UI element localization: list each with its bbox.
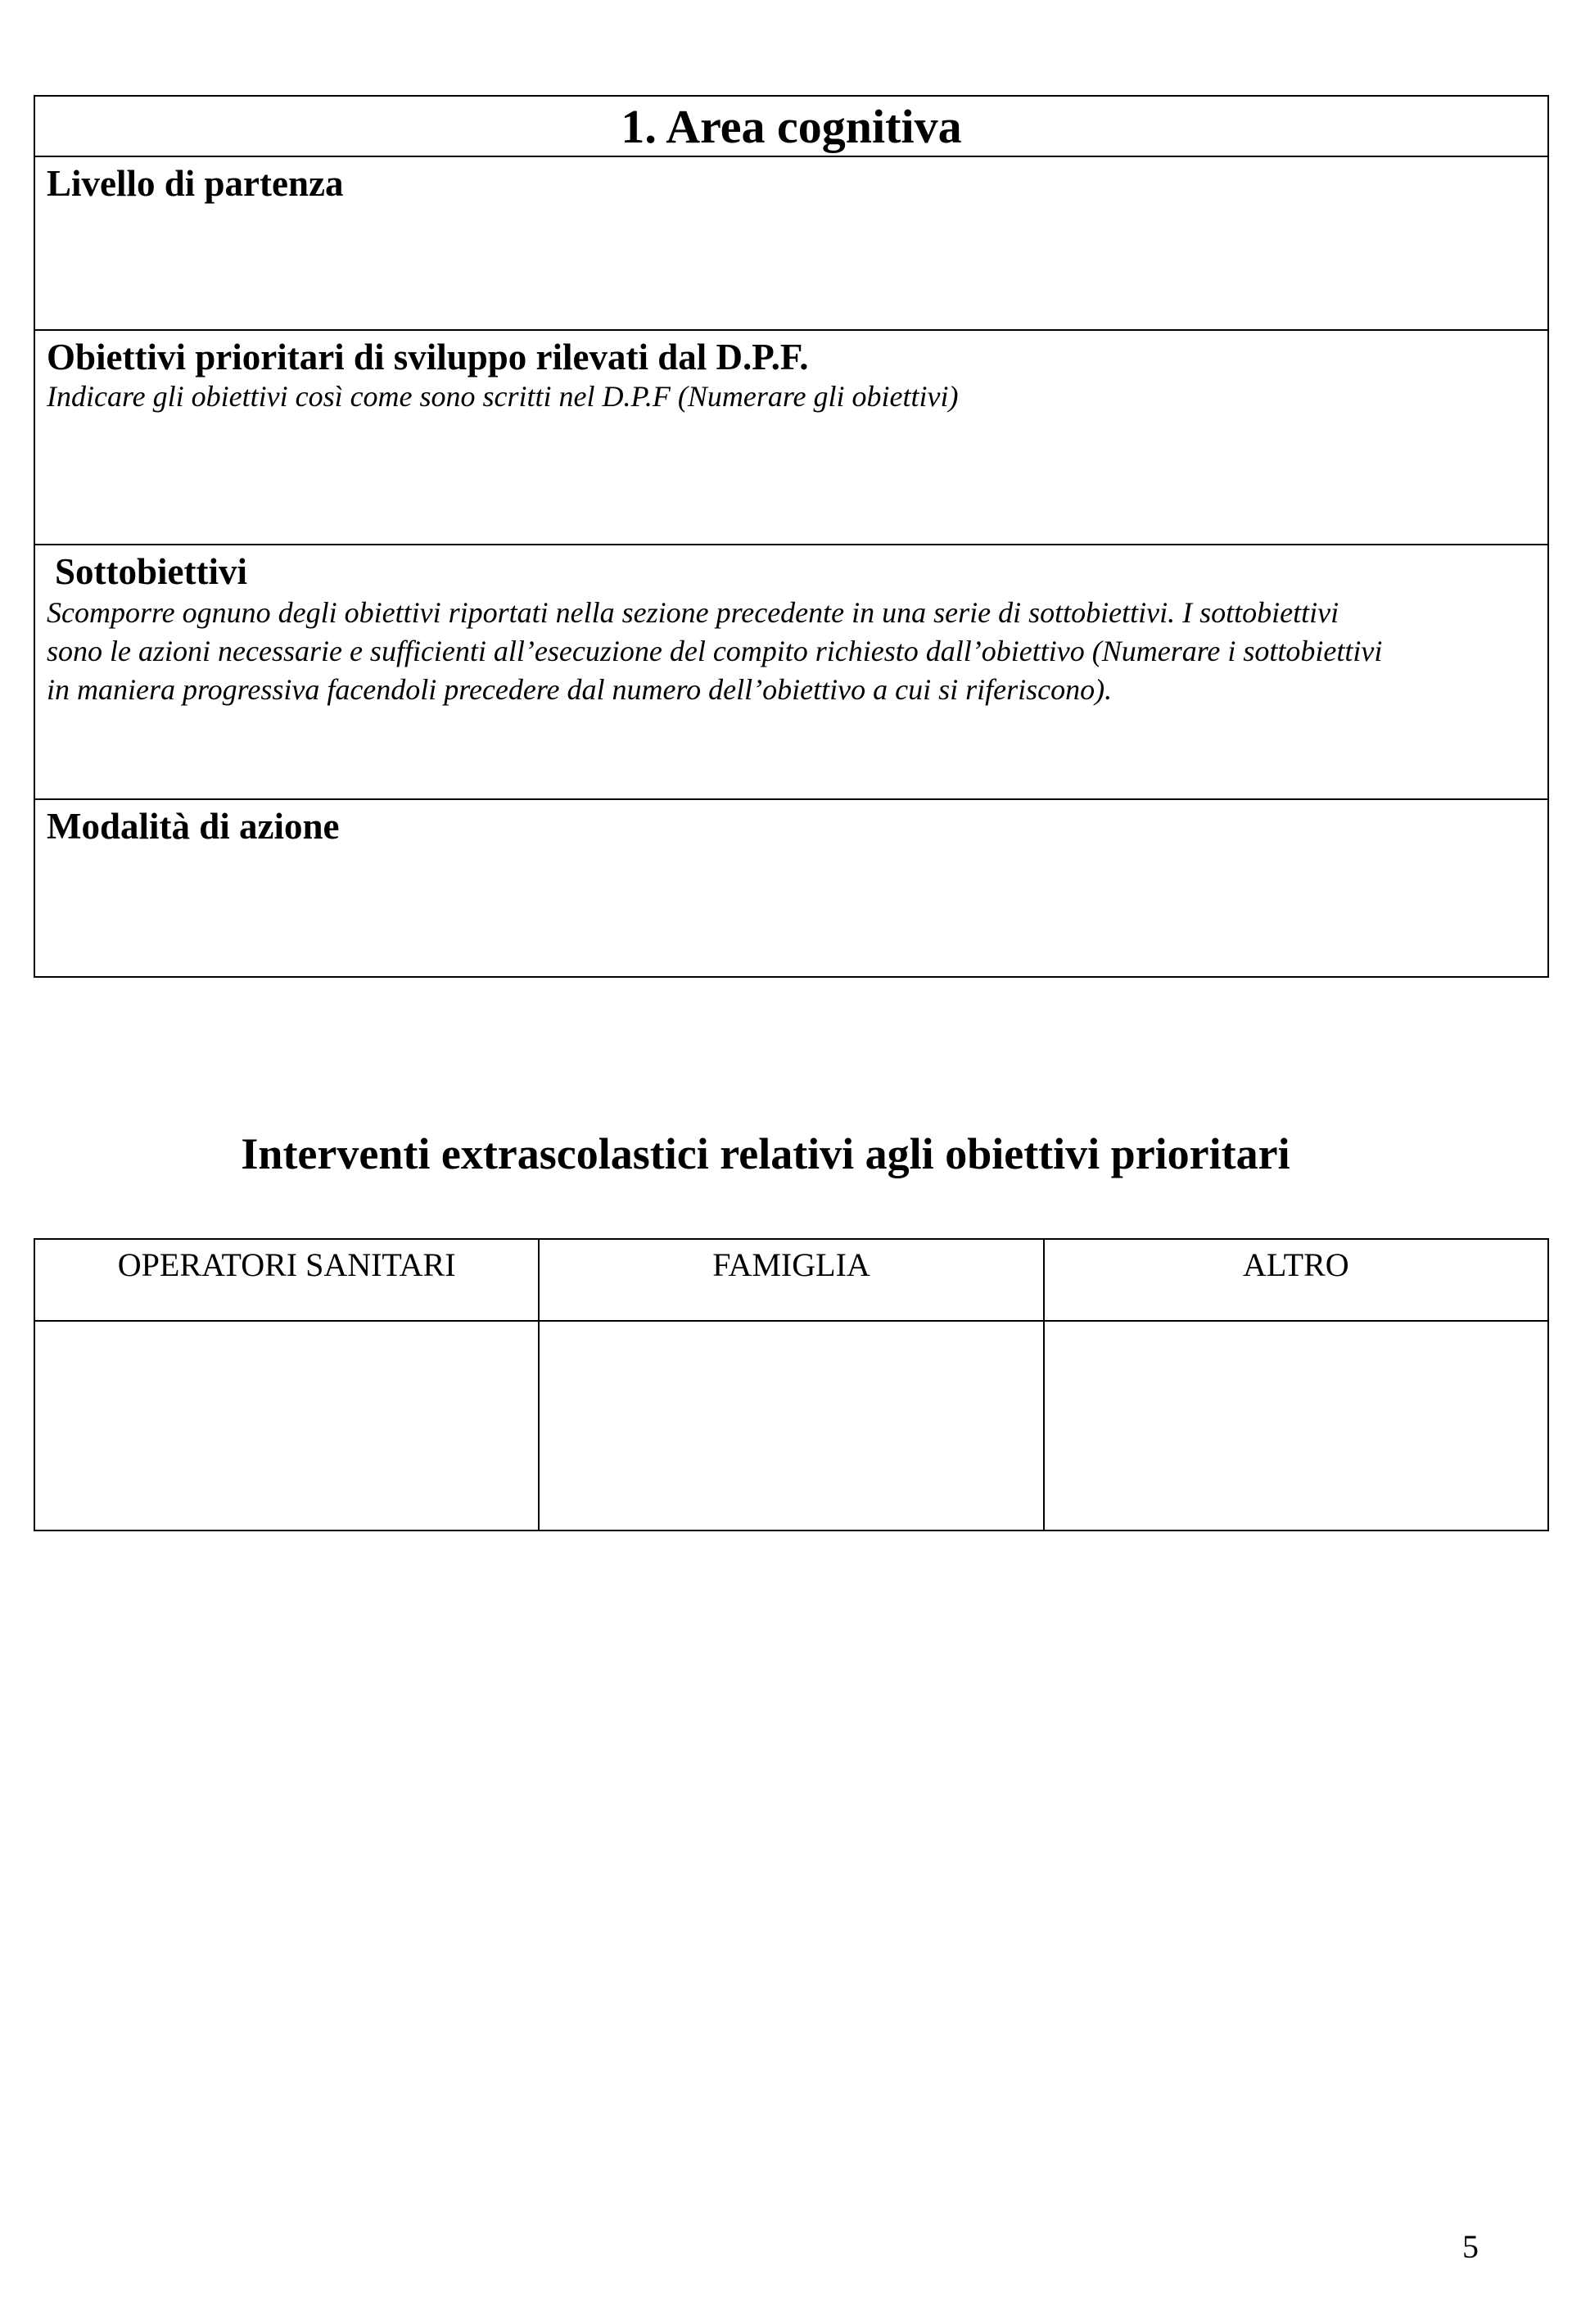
section-heading-modalita: Modalità di azione — [47, 806, 340, 847]
section-sottobiettivi — [35, 545, 1547, 800]
section-heading-sottobiettivi: Sottobiettivi — [55, 551, 247, 592]
section-note-sottobiettivi-line-1: Scomporre ognuno degli obiettivi riportati nella sezione precedente in una serie di sottobiettivi. I sottobiettivi — [47, 596, 1339, 629]
interventi-title: Interventi extrascolastici relativi agli obiettivi prioritari — [241, 1129, 1290, 1178]
section-obiettivi-prioritari — [35, 331, 1547, 545]
cell-famiglia[interactable] — [540, 1322, 1044, 1530]
section-modalita-di-azione — [35, 800, 1547, 976]
section-livello-di-partenza — [35, 157, 1547, 331]
area-cognitiva-table — [34, 95, 1549, 978]
section-note-sottobiettivi-line-3: in maniera progressiva facendoli precedere dal numero dell’obiettivo a cui si riferiscono). — [47, 673, 1113, 706]
cell-altro[interactable] — [1045, 1322, 1547, 1530]
interventi-table — [34, 1238, 1549, 1531]
section-heading-obiettivi: Obiettivi prioritari di sviluppo rilevati dal D.P.F. — [47, 337, 809, 378]
interventi-body-row — [35, 1322, 1547, 1530]
section-note-sottobiettivi-line-2: sono le azioni necessarie e sufficienti all’esecuzione del compito richiesto dall’obiettivo (Numerare i sottobiettivi — [47, 635, 1383, 667]
column-header-famiglia: FAMIGLIA — [540, 1240, 1044, 1320]
section-heading-livello: Livello di partenza — [47, 163, 344, 204]
interventi-header-row — [35, 1240, 1547, 1322]
column-header-altro: ALTRO — [1242, 1246, 1349, 1283]
section-note-obiettivi: Indicare gli obiettivi così come sono scritti nel D.P.F (Numerare gli obiettivi) — [47, 380, 959, 413]
page-number: 5 — [1462, 2228, 1479, 2265]
column-header-operatori-sanitari: OPERATORI SANITARI — [35, 1240, 540, 1320]
area-title: 1. Area cognitiva — [35, 97, 1547, 157]
cell-operatori-sanitari[interactable] — [35, 1322, 540, 1530]
